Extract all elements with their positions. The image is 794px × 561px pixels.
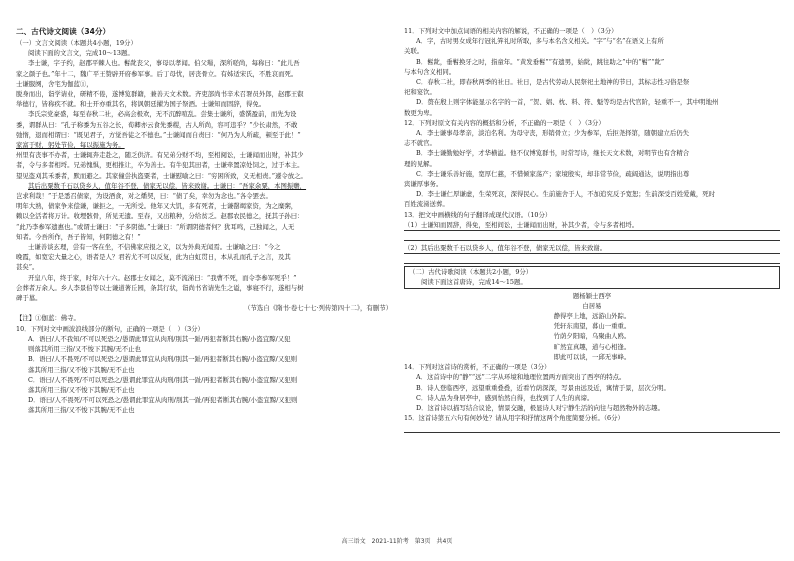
q12-option: D．李士谦仁厚谦虚，生荣死哀，深得民心。生前施舍于人，不加追究反予宽恕；生前深受百姓爱戴，死时 xyxy=(416,190,716,199)
q13-part1: （1）士谦知而固辞，得免，至相间讼，士谦闻而出财，补其少者，令与多者相埒。 xyxy=(404,220,780,231)
q11-option: 与本句含义相同。 xyxy=(404,67,456,76)
q12-option: 百姓流涕送葬。 xyxy=(404,200,449,209)
passage-line: 会葬者万余人。乡人李景伯等以士谦道著丘园，条其行状，诣尚书省请先生之谥，事寝不行，遂相与树 xyxy=(16,283,304,292)
passage-line: 碑于墓。 xyxy=(16,294,42,303)
page-footer: 高三语文 2021-11阶考 第3页 共4页 xyxy=(341,538,453,545)
passage-line: 赖以全活者将万计。收埋骸骨，所见无遗。至春，又出粮种，分给贫乏。赵郡农民德之，抚其子孙曰： xyxy=(16,212,304,221)
question-13: 13．把文中画横线的句子翻译成现代汉语。（10分） xyxy=(404,210,552,219)
poem-title: 题杨颖士西亭 xyxy=(572,291,612,300)
passage-line: 甚矣”。 xyxy=(16,263,39,272)
poem-line: 旷然宜真趣，道与心相逢。 xyxy=(553,342,631,351)
passage-line: 弛惰，退而相谓曰：“既见君子，方觉吾徒之不德也。”士谦闻而自责曰：“何乃为人所疏，顿至于此！” xyxy=(16,130,301,139)
sub1-title: （一）文言文阅读（本题共4小题，19分） xyxy=(16,39,137,47)
passage-line: 明年大熟，债家争来偿谦，谦拒之，一无所受。他年又大饥，多有死者，士谦罄竭家资，为之糜粥， xyxy=(16,202,298,211)
q14-option: D．这首诗以描写结合议论，情景交融，极显诗人对宁静生活的向往与超然物外的志趣。 xyxy=(416,403,664,412)
q12-option: C．李士谦乐善好施，宽厚仁慈，不惜倾家荡产；家境殷实，却非常节俭，疏阔通达，说明指出尊 xyxy=(416,169,690,178)
poem-line: 凭轩东南望，暮山一重重。 xyxy=(553,322,631,331)
passage-line: 者，令与多者相埒。兄弟愧惧，更相推让，卒为善士。有牛犯其田者，士谦牵置凉处饲之，过于本主。 xyxy=(16,161,304,170)
passage-source: （节选自《隋书·卷七十七·列传第四十二》，有删节） xyxy=(244,304,392,313)
q14-option: C．诗人品为身居亭中，感到怡然自得，也找到了人生的真谛。 xyxy=(416,393,594,402)
passage-line: 举德行，皆称疾不就。和士开亦重其名，将讽朝廷擢为国子祭酒。士谦知而固辞，得免。 xyxy=(16,100,266,109)
q11-option: D．赘在殷上则字体能显示名字的一首，“贺、娼、枕、料、符、魁等均是古代官阶，轻重不一，其中明地州 xyxy=(416,98,719,107)
question-15: 15．这首诗第五六句有何妙处？请从用字和抒情这两个角度简要分析。（6分） xyxy=(404,414,624,423)
classical-passage xyxy=(16,58,392,303)
passage-line: 州里有丧事不办者，士谦辄奔走赴之，随乏供济。有兄弟分财不均，至相阋讼，士谦闻而出财，补其少 xyxy=(16,151,304,160)
question-10: 10．下列对文中画波浪线部分的断句，正确的一项是（ ）（3分） xyxy=(16,324,204,333)
passage-line: 李氏宗党豪盛，每至春秋二社，必高会极欢，无不沉醉喧乱。尝集士谦所，盛馔盈前，而先为设 xyxy=(28,110,297,119)
left-column xyxy=(16,26,392,416)
question-12: 12．下列对原文有关内容的概括和分析，不正确的一项是（ ）（3分） xyxy=(404,118,605,127)
poetry-section-box xyxy=(404,266,780,288)
passage-line: 知者。今吾所作，吾子皆知，何阴德之有！” xyxy=(16,232,141,241)
poem-author: 白居易 xyxy=(582,301,602,310)
q11-option: 关联。 xyxy=(404,47,424,56)
answer-line xyxy=(404,423,780,433)
question-11: 11．下列对文中加点词语的相关内容的解说，不正确的一项是（ ）（3分） xyxy=(404,27,618,35)
q11-option: 祀和宴饮。 xyxy=(404,88,436,97)
passage-line: 岂求利哉！”于是悉召债家，为设酒食，对之燔契，曰：“债了矣，幸勿为念也。”各令罢去。 xyxy=(16,192,272,201)
q10-option: D．语曰/人不畏死/不可以死恐之/愚谓此罪宜从肉刑/刖其一趾/再犯者断其右腕/小盗宜黥/又犯则 xyxy=(28,396,298,405)
sub2-instruction: 阅读下面这首唐诗，完成14～15题。 xyxy=(421,278,527,287)
poem-line: 即此可以谈，一邱无事峰。 xyxy=(553,352,631,361)
q10-option: 则落其所用三指/又不悛下其腕/无不止也 xyxy=(28,345,141,354)
q10-option: A．语曰/人不我知/不可以死恐之/愚谓此罪宜从肉刑/刖其一趾/再犯者断其右腕/小盗宜黥/又犯 xyxy=(28,334,291,343)
sub1-instruction: 阅读下面的文言文，完成10～13题。 xyxy=(28,49,134,58)
q12-option: 宾谦厚事务。 xyxy=(404,180,443,189)
passage-line: 士谦服阕，舍宅为伽蓝①， xyxy=(16,79,93,88)
q14-option: A．这首诗中的“静”“远”二字从环境和地理位置两方面突出了西亭的特点。 xyxy=(416,373,626,382)
q14-option: B．诗人登临西亭，远望重重叠叠，近看竹荫深深，写景由远及近，寓情于景，层次分明。 xyxy=(416,383,670,392)
q13-part2: （2）其后出粟数千石以贷乡人，值年谷不登，债家无以偿，皆来致谢。 xyxy=(404,243,780,254)
answer-line xyxy=(404,254,780,264)
q10-option: 落其所用三指/又不悛下其腕/无不止也 xyxy=(28,406,135,415)
answer-line xyxy=(404,231,780,241)
passage-line: 晚霞，如宽宏大量之心，语者是人？君若尤不可以反复，此为白虹贯日，本从孔而孔子之言，及其 xyxy=(16,253,291,262)
q11-option: A．字，古时男女成年行冠礼笄礼时所取，多与本名含义相关。“字”与“名”在语义上有所 xyxy=(416,37,664,46)
passage-line: 脱身而出，诣学请业，研精不倦，遂博览群籍，兼善天文术数。齐吏部尚书辛术召署员外郎，赵郡王叡 xyxy=(16,90,304,99)
poem-line: 竹荫夕阳暗，乌聚曲人鸥。 xyxy=(553,332,631,341)
passage-line: 家富于财，躬处节俭，每以振施为务。 xyxy=(16,141,125,150)
poem-line: 静得亭上地，远游山外踪。 xyxy=(553,312,631,321)
q12-option: B．李士谦勤勉好学，才华横溢。他不仅博览群书，时常写诗，继长天文术数，对明节也有含精合 xyxy=(416,149,690,158)
q12-option: 理的见解。 xyxy=(404,159,436,168)
q10-option: 落其所用三指/又不悛下其腕/无不止也 xyxy=(28,365,135,374)
footnote: 【注】①伽蓝：佛寺。 xyxy=(16,314,80,323)
passage-line: 士谦善谈玄理，尝有一客在坐，不信佛家应报之义，以为外典无闻焉。士谦喻之曰：“今之 xyxy=(28,243,281,252)
passage-line: 李士谦，字子约，赵郡平棘人也。髫龀丧父，事母以孝闻。伯父瑒，深所嗟尚，每称曰：“此儿吾 xyxy=(28,59,300,68)
q10-option: 落其所用三指/又不悛下其腕/无不止也 xyxy=(28,385,135,394)
question-14: 14．下列对这首诗的赏析，不正确的一项是（3分） xyxy=(404,363,551,372)
q12-option: A．李士谦事母孝亲，淡泊名利。为母守丧，形销骨立；少为参军，后拒尧择第，随朝建立后仍失 xyxy=(416,129,690,138)
right-column xyxy=(404,26,780,435)
passage-line: 其后出粟数千石以贷乡人，值年谷不登，债家无以偿，皆来致谢。士谦曰：“吾家余粟，本图振赡， xyxy=(28,181,307,190)
passage-line: 开皇八年，终于家，时年六十六。赵郡士女闻之，莫不流涕曰：“我曹不死，而令李参军死乎！” xyxy=(28,273,297,282)
q11-option: C．春秋二社，即春秋两季的社日。社日，是古代劳动人民祭祀土地神的节日，其标志性习俗是祭 xyxy=(416,78,690,87)
passage-line: 家之颜子也。”年十二，魏广平王赞辟开府参军事。后丁母忧，居丧骨立。有姊适宋氏，不胜哀而死。 xyxy=(16,69,298,78)
passage-line: 望见盗刈其禾黍者，默而避之。其家僮尝执盗粟者，士谦慰喻之曰：“穷困所致，义无相责。”遽令放之。 xyxy=(16,171,307,180)
q12-option: 志不就官。 xyxy=(404,139,436,148)
passage-line: 黍，谓群从曰：“孔子称黍为五谷之长，荀卿亦云食先黍稷，古人所尚，容可违乎？”少长肃然，不敢 xyxy=(16,120,298,129)
q10-option: B．语曰/人不畏死/不可以死恐之/愚谓此罪宜从肉刑/刖其一趾/再犯者断其右腕/小盗宜黥/又犯则 xyxy=(28,355,298,364)
section-title: 二、古代诗文阅读（34分） xyxy=(16,27,111,36)
passage-line: “此乃李参军遗惠也。”或谓士谦曰：“子多阴德。”士谦曰：“所谓阴德者何？犹耳鸣，己独闻之，人无 xyxy=(16,222,295,231)
q11-option: 数更为卑。 xyxy=(404,108,436,117)
sub2-title: （二）古代诗歌阅读（本题共2小题，9分） xyxy=(409,268,533,277)
q11-option: B．髫龀，垂髫换牙之时，指童年。“黄发垂髫”“有遗男，始龀，跳往助之”中的“髫”“龀” xyxy=(416,57,665,66)
q10-option: C．语曰/人不畏死/不可以死恐之/愚谓此罪宜从肉刑/刖其一趾/再犯者断其右腕/小盗宜黥/又犯则 xyxy=(28,375,298,384)
